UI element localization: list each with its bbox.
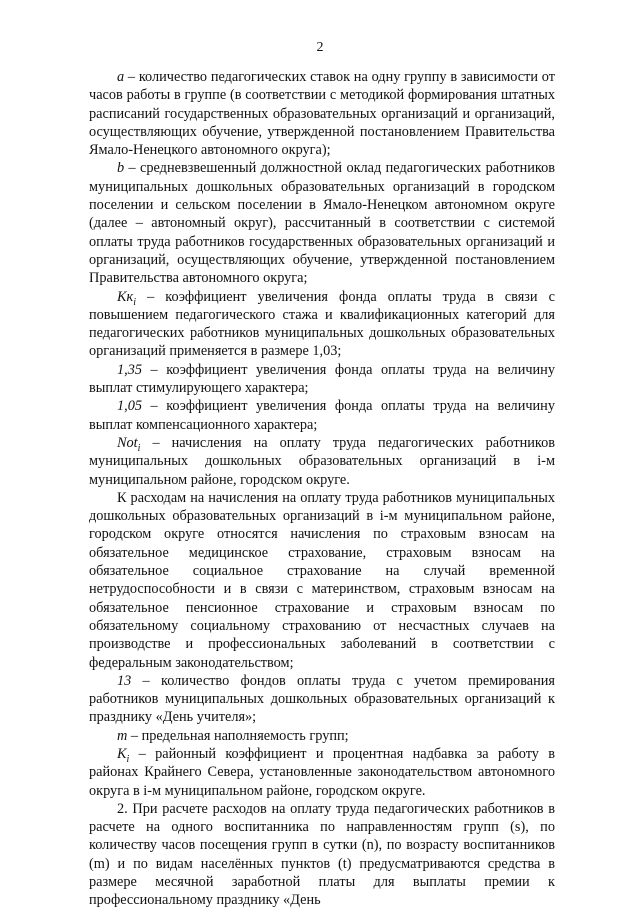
paragraph-coef-135 (89, 361, 555, 398)
variable-name: K (117, 745, 127, 762)
paragraph-text: – коэффициент увеличения фонда оплаты труда в связи с повышением педагогического стажа и квалификационных категорий для педагогических работников муниципальных дошкольных образовательных организаций применяется в размере 1,03; (89, 288, 555, 360)
paragraph-var-m (89, 727, 555, 745)
paragraph-var-b (89, 159, 555, 287)
variable-subscript: i (133, 296, 137, 308)
variable-name: 13 (117, 672, 132, 689)
paragraph-var-k (89, 745, 555, 800)
page-number: 2 (316, 40, 324, 55)
paragraph-var-kk (89, 288, 555, 361)
paragraph-coef-13 (89, 672, 555, 727)
variable-name: b (117, 160, 125, 177)
paragraph-text: – коэффициент увеличения фонда оплаты труда на величину выплат компенсационного характера; (89, 398, 555, 433)
variable-name: a (117, 69, 125, 85)
paragraph-var-not (89, 434, 555, 489)
variable-name: m (117, 727, 128, 744)
paragraph-text: – коэффициент увеличения фонда оплаты труда на величину выплат стимулирующего характера; (89, 361, 555, 397)
variable-name: Kк (117, 288, 134, 305)
paragraph-item-2 (89, 800, 555, 910)
paragraph-charges (89, 489, 555, 672)
paragraph-text: – районный коэффициент и процентная надбавка за работу в районах Крайнего Севера, установленные законодательством автономного округа в i-м муниципальном районе, городском округе. (89, 745, 555, 799)
paragraph-coef-105 (89, 397, 555, 434)
variable-name: 1,35 (117, 361, 143, 378)
document-body (89, 68, 555, 910)
paragraph-text: К расходам на начисления на оплату труда работников муниципальных дошкольных образовательных организаций в i-м муниципальном районе, городском округе относятся начисления по страховым взносам на обязательное медицинское страхование, страховым взносам на обязательное социальное страхование на случай временной нетрудоспособности и в связи с материнством, страховым взносам на обязательное пенсионное страхование и страховым взносам по обязательному социальному страхованию от несчастных случаев на производстве и профессиональных заболеваний в соответствии с федеральным законодательством; (89, 489, 555, 671)
paragraph-text: – количество фондов оплаты труда с учетом премирования работников муниципальных дошкольных образовательных организаций к празднику «День учителя»; (89, 672, 555, 726)
paragraph-text: – средневзвешенный должностной оклад педагогических работников муниципальных дошкольных образовательных организаций в городском поселении и сельском поселении в Ямало-Ненецком автономном округе (далее – автономный округ), рассчитанный в соответствии с системой оплаты труда работников государственных образовательных организаций и организаций, осуществляющих обучение, утвержденной постановлением Правительства автономного округа; (89, 160, 555, 287)
paragraph-text: 2. При расчете расходов на оплату труда педагогических работников в расчете на одного воспитанника по направленностям групп (s), по количеству часов посещения групп в сутки (n), по возрасту воспитанников (m) и по видам населённых пунктов (t) предусматриваются средства в размере месячной заработной платы для выплаты премии к профессиональному празднику «День (89, 800, 555, 909)
variable-name: 1,05 (117, 398, 143, 415)
variable-subscript: i (137, 442, 141, 454)
paragraph-text: – начисления на оплату труда педагогических работников муниципальных дошкольных образовательных организаций в i-м муниципальном районе, городском округе. (89, 434, 555, 488)
variable-name: Not (117, 434, 138, 451)
variable-subscript: i (126, 753, 130, 765)
paragraph-var-a (89, 68, 555, 159)
paragraph-text: – количество педагогических ставок на одну группу в зависимости от часов работы в группе (в соответствии с методикой формирования штатных расписаний государственных образовательных организаций и организаций, осуществляющих обучение, утвержденной постановлением Правительства Ямало-Ненецкого автономного округа); (89, 69, 555, 159)
paragraph-text: – предельная наполняемость групп; (127, 727, 349, 744)
